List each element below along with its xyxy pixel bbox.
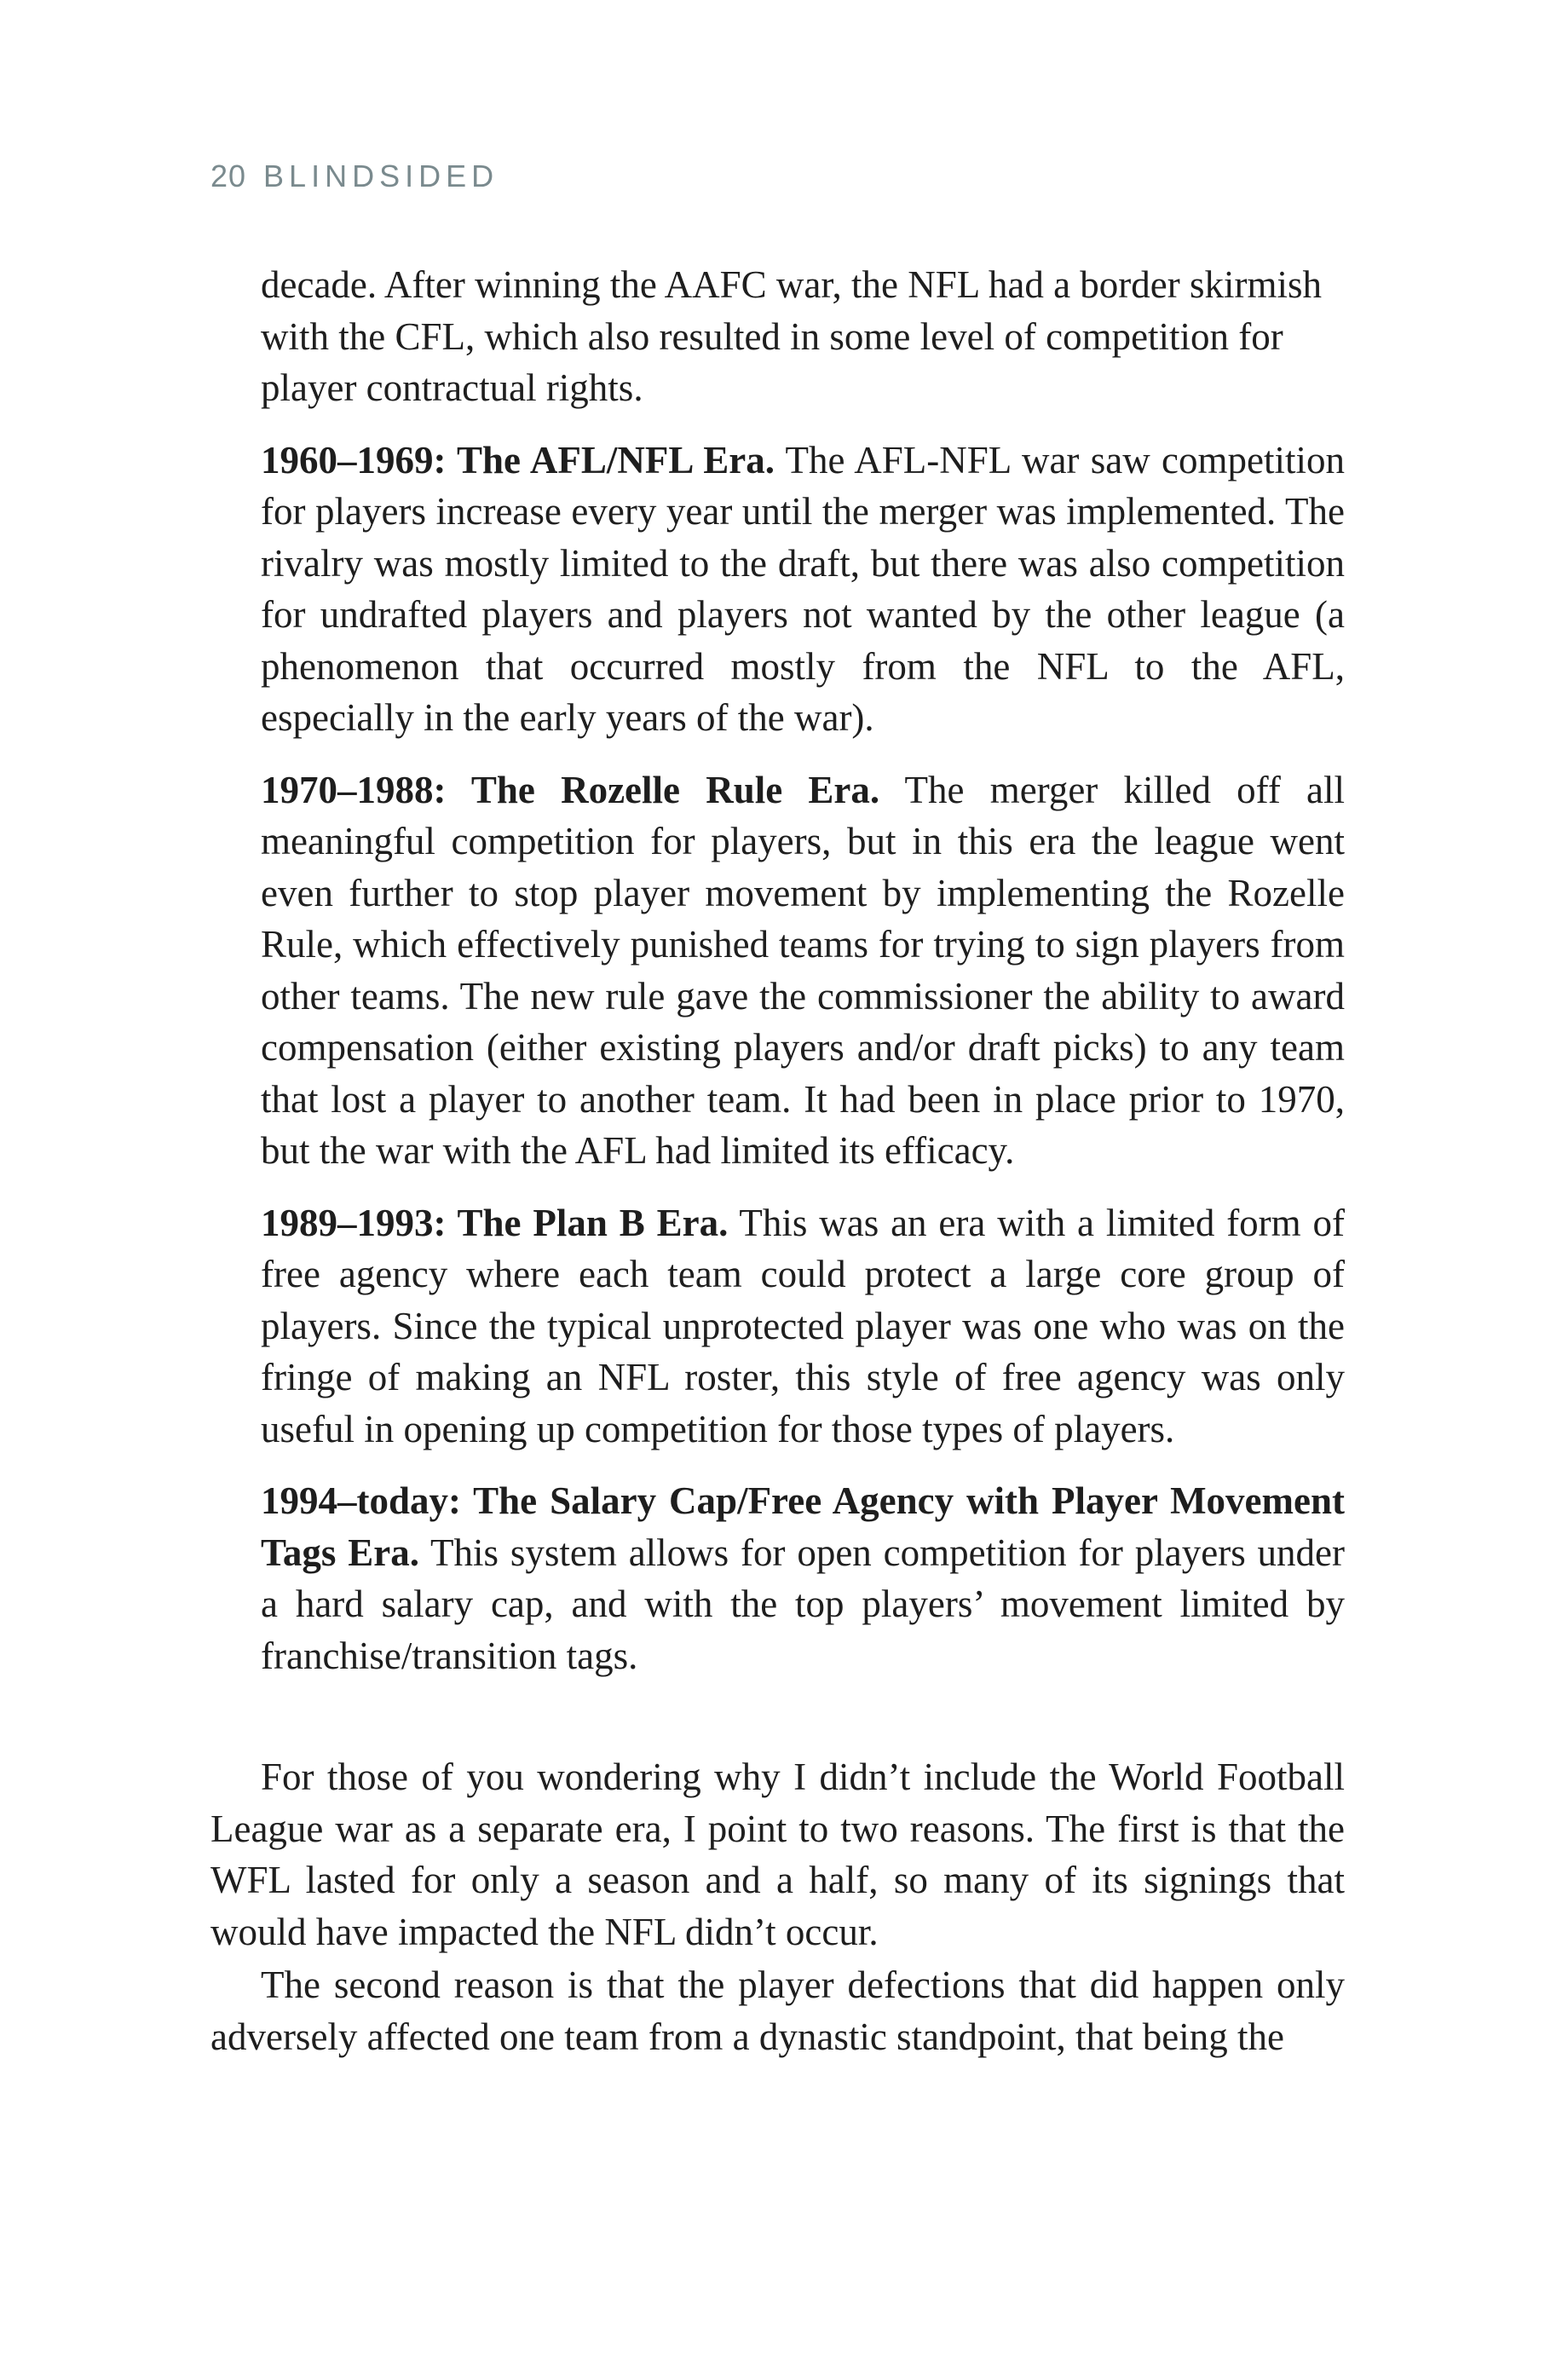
era-description: The AFL-NFL war saw competition for players increase every year until the merger was implemented. The rivalry was mostly limited to the draft, but there was also competition for undrafted players and players not wanted by the other league (a phenomenon that occurred mostly from the NFL to the AFL, especially in the early years of the war). xyxy=(261,438,1345,739)
era-list xyxy=(261,259,1345,1702)
body-paragraph: For those of you wondering why I didn’t include the World Football League war as a separate era, I point to two reasons. The first is that the WFL lasted for only a season and a half, so many of its signings that would have impacted the NFL didn’t occur. xyxy=(210,1756,1345,1953)
era-title: 1994–today: The Salary Cap/Free Agency with Player Movement Tags Era. xyxy=(261,1479,1345,1574)
era-item-plan-b xyxy=(261,1197,1345,1456)
era-title: 1960–1969: The AFL/NFL Era. xyxy=(261,438,775,481)
era-intro-continuation: decade. After winning the AAFC war, the NFL had a border skirmish with the CFL, which also resulted in some level of competition for player contractual rights. xyxy=(261,263,1323,409)
body-text xyxy=(210,1751,1345,2064)
era-description: This system allows for open competition for players under a hard salary cap, and with the top players’ movement limited by franchise/transition tags. xyxy=(261,1531,1345,1677)
era-description: This was an era with a limited form of free agency where each team could protect a large core group of players. Since the typical unprotected player was one who was on the fringe of making an NFL roster, this style of free agency was only useful in opening up competition for those types of players. xyxy=(261,1201,1346,1450)
era-title: 1989–1993: The Plan B Era. xyxy=(261,1201,729,1244)
era-description: The merger killed off all meaningful competition for players, but in this era the league went even further to stop player movement by implementing the Rozelle Rule, which effectively punished teams for trying to sign players from other teams. The new rule gave the commissioner the ability to award compensation (either existing players and/or draft picks) to any team that lost a player to another team. It had been in place prior to 1970, but the war with the AFL had limited its efficacy. xyxy=(261,768,1345,1172)
running-head xyxy=(210,159,499,194)
page-number: 20 xyxy=(210,159,247,193)
body-paragraph: The second reason is that the player defections that did happen only adversely affected one team from a dynastic standpoint, that being the xyxy=(210,1963,1345,2058)
book-title: BLINDSIDED xyxy=(263,159,499,193)
era-item-salary-cap xyxy=(261,1475,1345,1681)
era-item-afl-nfl xyxy=(261,435,1345,744)
era-title: 1970–1988: The Rozelle Rule Era. xyxy=(261,768,880,811)
era-item-rozelle-rule xyxy=(261,764,1345,1177)
